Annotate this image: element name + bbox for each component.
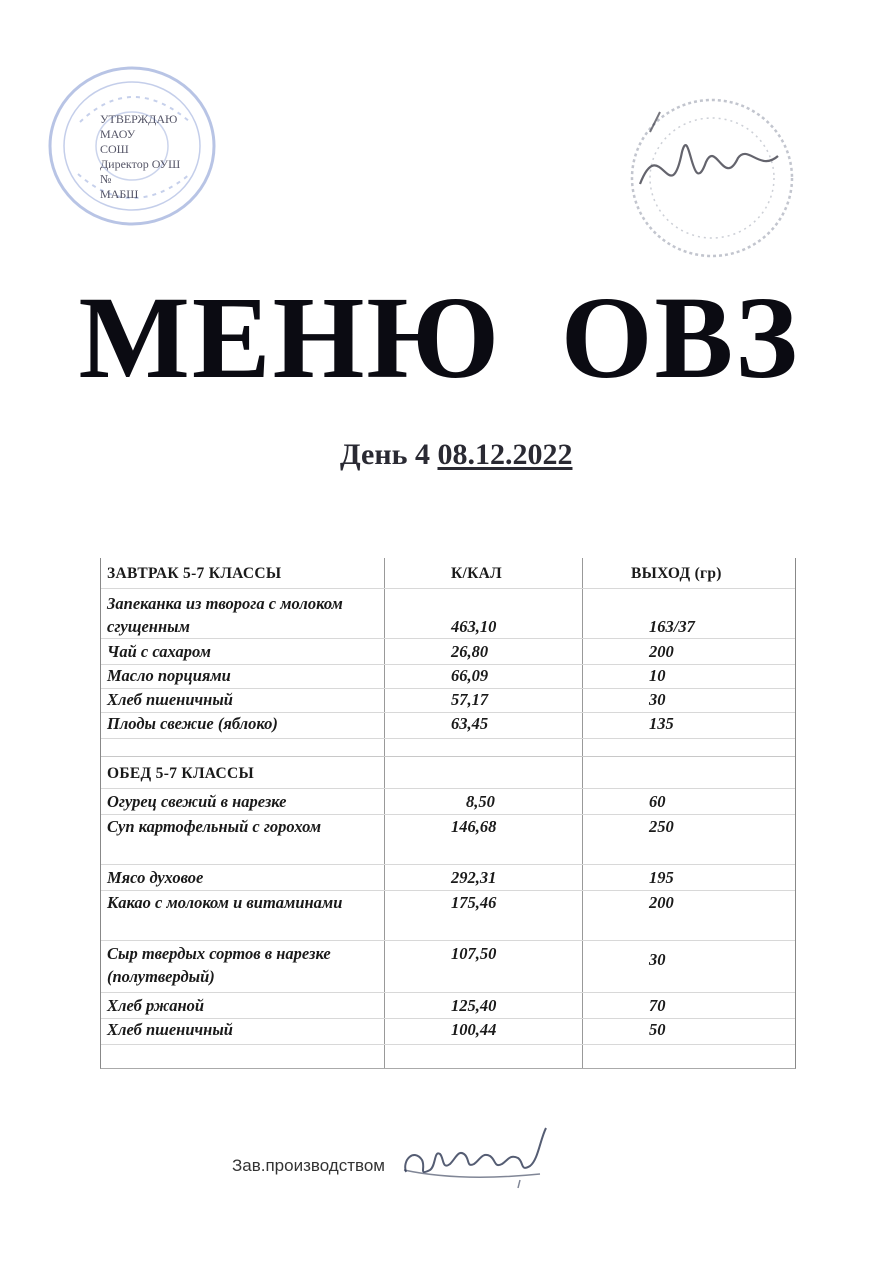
dish-output: 50 (649, 1020, 666, 1039)
day-heading (340, 438, 572, 472)
dish-name: Мясо духовое (107, 868, 204, 887)
dish-kcal: 63,45 (451, 714, 489, 733)
dish-name: Хлеб пшеничный (107, 1020, 233, 1039)
dish-output: 250 (649, 817, 674, 836)
dish-name: Хлеб пшеничный (107, 690, 233, 709)
dish-kcal: 100,44 (451, 1020, 497, 1039)
approval-stamp-text (100, 112, 230, 202)
dish-kcal: 107,50 (451, 944, 497, 963)
dish-kcal: 463,10 (451, 617, 497, 636)
dish-kcal: 26,80 (451, 642, 489, 661)
dish-output: 200 (649, 642, 674, 661)
dish-name: Огурец свежий в нарезке (107, 792, 287, 811)
dish-kcal: 125,40 (451, 996, 497, 1015)
day-label: День 4 (340, 438, 430, 471)
dish-output: 70 (649, 996, 666, 1015)
dish-name: Запеканка из творога с молоком сгущенным (107, 594, 343, 636)
dish-kcal: 66,09 (451, 666, 489, 685)
organization-seal (620, 92, 800, 262)
signature-label: Зав.производством (232, 1156, 385, 1175)
dish-name: Хлеб ржаной (107, 996, 205, 1015)
kcal-column-header: К/КАЛ (451, 565, 503, 582)
handwritten-signature (400, 1120, 560, 1190)
page-title: МЕНЮ ОВЗ (78, 272, 800, 403)
dish-name: Сыр твердых сортов в нарезке (полутвердый) (107, 944, 331, 986)
stamp-line: СОШ (100, 142, 129, 156)
lunch-header: ОБЕД 5-7 КЛАССЫ (107, 765, 255, 782)
dish-output: 30 (649, 690, 666, 709)
dish-name: Какао с молоком и витаминами (107, 893, 343, 912)
dish-output: 135 (649, 714, 674, 733)
dish-output: 200 (649, 893, 674, 912)
dish-output: 163/37 (649, 617, 695, 636)
dish-name: Суп картофельный с горохом (107, 817, 322, 836)
menu-table (100, 558, 796, 1069)
dish-kcal: 57,17 (451, 690, 489, 709)
dish-output: 30 (649, 950, 666, 969)
breakfast-header: ЗАВТРАК 5-7 КЛАССЫ (107, 565, 282, 582)
output-column-header: ВЫХОД (гр) (631, 565, 722, 582)
production-manager-signature (232, 1120, 562, 1190)
dish-output: 60 (649, 792, 666, 811)
stamp-line: УТВЕРЖДАЮ (100, 112, 178, 126)
stamp-line: № (100, 172, 112, 186)
dish-kcal: 292,31 (451, 868, 497, 887)
dish-name: Плоды свежие (яблоко) (107, 714, 278, 733)
dish-kcal: 146,68 (451, 817, 497, 836)
dish-name: Масло порциями (107, 666, 231, 685)
stamp-line: МАБШ (100, 187, 139, 201)
day-date: 08.12.2022 (437, 438, 573, 471)
dish-kcal: 175,46 (451, 893, 497, 912)
dish-output: 195 (649, 868, 674, 887)
dish-kcal: 8,50 (466, 792, 495, 811)
stamp-line: Директор ОУШ (100, 157, 181, 171)
dish-name: Чай с сахаром (107, 642, 211, 661)
stamp-line: МАОУ (100, 127, 136, 141)
dish-output: 10 (649, 666, 666, 685)
